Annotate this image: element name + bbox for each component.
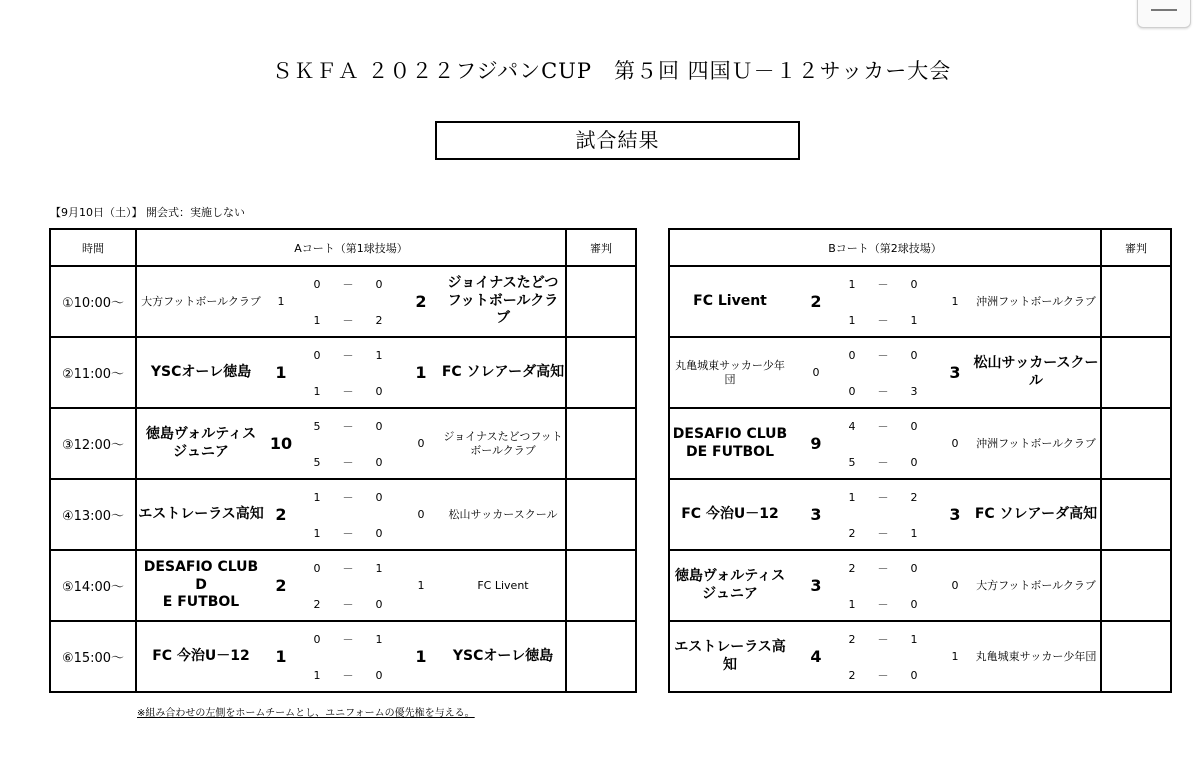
match-cell: [137, 338, 565, 407]
table-row: [50, 621, 636, 692]
first-half-score: [840, 276, 926, 292]
away-team: 大方フットボールクラブ: [976, 578, 1096, 592]
dash: －: [342, 491, 354, 504]
home-half-score: 1: [313, 490, 321, 504]
referee-cell: [566, 550, 636, 621]
referee-cell: [1101, 337, 1171, 408]
dash: －: [877, 669, 889, 682]
match-time: ⑤14:00～: [50, 550, 136, 621]
dash: －: [877, 349, 889, 362]
table-row: [50, 479, 636, 550]
away-half-score: 0: [910, 455, 918, 469]
table-row: [50, 550, 636, 621]
table-row: [669, 479, 1171, 550]
court-b-match: [669, 408, 1101, 479]
dash: －: [877, 527, 889, 540]
away-team: 松山サッカースクール: [973, 355, 1099, 389]
match-cell: [137, 409, 565, 478]
home-half-score: 2: [848, 668, 856, 682]
table-row: [50, 266, 636, 337]
away-half-score: 1: [375, 348, 383, 362]
home-half-score: 0: [848, 348, 856, 362]
home-team: YSCオーレ徳島: [150, 363, 252, 380]
home-half-score: 1: [848, 597, 856, 611]
home-score: 2: [810, 292, 822, 311]
away-half-score: 0: [375, 384, 383, 398]
away-team: 丸亀城東サッカー少年団: [975, 649, 1097, 663]
home-half-score: 0: [313, 277, 321, 291]
table-header-row: [50, 229, 636, 266]
away-score: 1: [417, 579, 425, 592]
home-half-score: 1: [313, 384, 321, 398]
away-score: 0: [417, 508, 425, 521]
home-team: エストレーラス高知: [138, 505, 264, 522]
second-half-score: [305, 596, 391, 612]
away-score: 2: [415, 292, 427, 311]
home-score: 3: [810, 505, 822, 524]
home-score: 0: [812, 366, 820, 379]
match-time: ③12:00～: [50, 408, 136, 479]
second-half-score: [840, 525, 926, 541]
home-team: DESAFIO CLUB DE FUTBOL: [672, 426, 788, 460]
away-half-score: 2: [910, 490, 918, 504]
home-score: 10: [269, 434, 293, 453]
table-row: [669, 266, 1171, 337]
home-team: 丸亀城東サッカー少年団: [675, 358, 785, 386]
match-time: ⑥15:00～: [50, 621, 136, 692]
dash: －: [342, 527, 354, 540]
time-header: 時間: [50, 229, 136, 266]
away-score: 0: [951, 579, 959, 592]
second-half-score: [305, 383, 391, 399]
match-cell: [137, 622, 565, 691]
referee-header: 審判: [566, 229, 636, 266]
home-score: 1: [277, 295, 285, 308]
dash: －: [342, 349, 354, 362]
dash: －: [342, 562, 354, 575]
referee-cell: [566, 337, 636, 408]
referee-cell: [566, 408, 636, 479]
footnote: ※組み合わせの左側をホームチームとし、ユニフォームの優先権を与える。: [137, 708, 475, 719]
away-half-score: 0: [375, 526, 383, 540]
away-score: 1: [951, 295, 959, 308]
home-half-score: 1: [313, 526, 321, 540]
home-team: 徳島ヴォルティス ジュニア: [145, 426, 257, 460]
dash: －: [877, 562, 889, 575]
referee-cell: [1101, 266, 1171, 337]
dash: －: [342, 385, 354, 398]
home-team: FC Livent: [693, 292, 767, 309]
home-half-score: 5: [848, 455, 856, 469]
away-half-score: 1: [375, 632, 383, 646]
referee-header: 審判: [1101, 229, 1171, 266]
dash: －: [877, 385, 889, 398]
first-half-score: [305, 560, 391, 576]
court-b-match: [669, 266, 1101, 337]
home-half-score: 2: [848, 632, 856, 646]
second-half-score: [840, 454, 926, 470]
second-half-score: [840, 383, 926, 399]
second-half-score: [840, 596, 926, 612]
away-half-score: 2: [375, 313, 383, 327]
home-half-score: 1: [313, 668, 321, 682]
away-team: ジョイナスたどつ フットボールクラブ: [447, 275, 559, 327]
home-half-score: 5: [313, 419, 321, 433]
away-score: 1: [415, 363, 427, 382]
home-half-score: 1: [848, 277, 856, 291]
match-cell: [670, 338, 1100, 407]
home-score: 3: [810, 576, 822, 595]
dash: －: [342, 314, 354, 327]
home-score: 2: [275, 505, 287, 524]
court-b-header: Bコート（第2球技場）: [669, 229, 1101, 266]
first-half-score: [840, 347, 926, 363]
dash: －: [877, 456, 889, 469]
dash: －: [342, 633, 354, 646]
home-half-score: 5: [313, 455, 321, 469]
away-score: 3: [949, 505, 961, 524]
court-a-match: [136, 408, 566, 479]
dash: －: [342, 598, 354, 611]
table-header-row: [669, 229, 1171, 266]
home-half-score: 0: [848, 384, 856, 398]
home-half-score: 4: [848, 419, 856, 433]
court-a-match: [136, 337, 566, 408]
away-team: ジョイナスたどつフット ボールクラブ: [443, 429, 563, 457]
home-team: FC 今治U－12: [681, 505, 779, 522]
match-time: ④13:00～: [50, 479, 136, 550]
referee-cell: [566, 479, 636, 550]
away-half-score: 1: [910, 526, 918, 540]
away-half-score: 1: [375, 561, 383, 575]
away-half-score: 1: [910, 313, 918, 327]
match-cell: [137, 551, 565, 620]
home-score: 1: [275, 363, 287, 382]
first-half-score: [305, 631, 391, 647]
home-half-score: 1: [848, 313, 856, 327]
court-a-table: [49, 228, 637, 693]
away-half-score: 0: [375, 490, 383, 504]
away-team: 松山サッカースクール: [448, 507, 558, 521]
first-half-score: [305, 418, 391, 434]
dash: －: [342, 669, 354, 682]
home-half-score: 2: [848, 526, 856, 540]
first-half-score: [840, 418, 926, 434]
home-half-score: 0: [313, 632, 321, 646]
referee-cell: [1101, 408, 1171, 479]
home-half-score: 2: [848, 561, 856, 575]
away-half-score: 0: [910, 348, 918, 362]
dash: －: [877, 598, 889, 611]
match-cell: [670, 409, 1100, 478]
home-team: FC 今治U－12: [152, 647, 250, 664]
first-half-score: [305, 347, 391, 363]
court-b-match: [669, 550, 1101, 621]
home-half-score: 0: [313, 561, 321, 575]
away-score: 1: [951, 650, 959, 663]
court-a-match: [136, 621, 566, 692]
home-half-score: 1: [848, 490, 856, 504]
table-row: [669, 621, 1171, 692]
away-score: 3: [949, 363, 961, 382]
home-half-score: 0: [313, 348, 321, 362]
second-half-score: [305, 312, 391, 328]
court-a-match: [136, 266, 566, 337]
court-b-table: [668, 228, 1172, 693]
home-score: 4: [810, 647, 822, 666]
dash: －: [342, 456, 354, 469]
home-team: 徳島ヴォルティス ジュニア: [674, 568, 786, 602]
result-heading: 試合結果: [435, 121, 800, 160]
table-row: [669, 550, 1171, 621]
away-half-score: 3: [910, 384, 918, 398]
table-row: [50, 337, 636, 408]
away-half-score: 0: [910, 668, 918, 682]
away-half-score: 0: [910, 419, 918, 433]
second-half-score: [840, 667, 926, 683]
dash: －: [342, 420, 354, 433]
referee-cell: [1101, 479, 1171, 550]
home-team: エストレーラス高知: [674, 639, 786, 673]
first-half-score: [305, 276, 391, 292]
referee-cell: [566, 621, 636, 692]
match-cell: [137, 267, 565, 336]
dash: －: [877, 633, 889, 646]
first-half-score: [840, 489, 926, 505]
table-row: [669, 408, 1171, 479]
first-half-score: [305, 489, 391, 505]
home-half-score: 1: [313, 313, 321, 327]
second-half-score: [305, 525, 391, 541]
court-b-match: [669, 479, 1101, 550]
away-half-score: 0: [375, 277, 383, 291]
away-half-score: 1: [910, 632, 918, 646]
dash: －: [877, 491, 889, 504]
dash: －: [877, 278, 889, 291]
referee-cell: [566, 266, 636, 337]
menu-button[interactable]: [1137, 0, 1191, 28]
away-team: FC Livent: [477, 578, 529, 592]
second-half-score: [305, 454, 391, 470]
page-title: ＳＫＦＡ ２０２２フジパンCUP 第５回 四国Ｕ－１２サッカー大会: [271, 59, 952, 83]
match-cell: [137, 480, 565, 549]
hamburger-icon: [1151, 9, 1177, 11]
away-half-score: 0: [910, 597, 918, 611]
home-team: 大方フットボールクラブ: [141, 294, 261, 308]
match-time: ②11:00～: [50, 337, 136, 408]
match-cell: [670, 622, 1100, 691]
away-half-score: 0: [375, 668, 383, 682]
match-cell: [670, 480, 1100, 549]
table-row: [669, 337, 1171, 408]
away-team: FC ソレアーダ高知: [974, 505, 1098, 522]
away-team: FC ソレアーダ高知: [441, 363, 565, 380]
away-score: 1: [415, 647, 427, 666]
first-half-score: [840, 560, 926, 576]
second-half-score: [840, 312, 926, 328]
match-cell: [670, 551, 1100, 620]
dash: －: [342, 278, 354, 291]
home-score: 9: [810, 434, 822, 453]
referee-cell: [1101, 621, 1171, 692]
court-b-match: [669, 337, 1101, 408]
home-half-score: 2: [313, 597, 321, 611]
dash: －: [877, 314, 889, 327]
match-time: ①10:00～: [50, 266, 136, 337]
match-cell: [670, 267, 1100, 336]
away-half-score: 0: [375, 597, 383, 611]
first-half-score: [840, 631, 926, 647]
court-a-header: Aコート（第1球技場）: [136, 229, 566, 266]
away-half-score: 0: [375, 455, 383, 469]
away-half-score: 0: [375, 419, 383, 433]
home-score: 2: [275, 576, 287, 595]
away-team: YSCオーレ徳島: [452, 647, 554, 664]
court-a-match: [136, 550, 566, 621]
table-row: [50, 408, 636, 479]
away-half-score: 0: [910, 561, 918, 575]
away-half-score: 0: [910, 277, 918, 291]
away-score: 0: [951, 437, 959, 450]
away-team: 沖洲フットボールクラブ: [976, 436, 1096, 450]
home-score: 1: [275, 647, 287, 666]
home-team: DESAFIO CLUB D E FUTBOL: [143, 559, 259, 611]
date-line: 【9月10日（土）】 開会式：実施しない: [50, 206, 245, 219]
dash: －: [877, 420, 889, 433]
court-b-match: [669, 621, 1101, 692]
away-score: 0: [417, 437, 425, 450]
away-team: 沖洲フットボールクラブ: [976, 294, 1096, 308]
second-half-score: [305, 667, 391, 683]
court-a-match: [136, 479, 566, 550]
referee-cell: [1101, 550, 1171, 621]
